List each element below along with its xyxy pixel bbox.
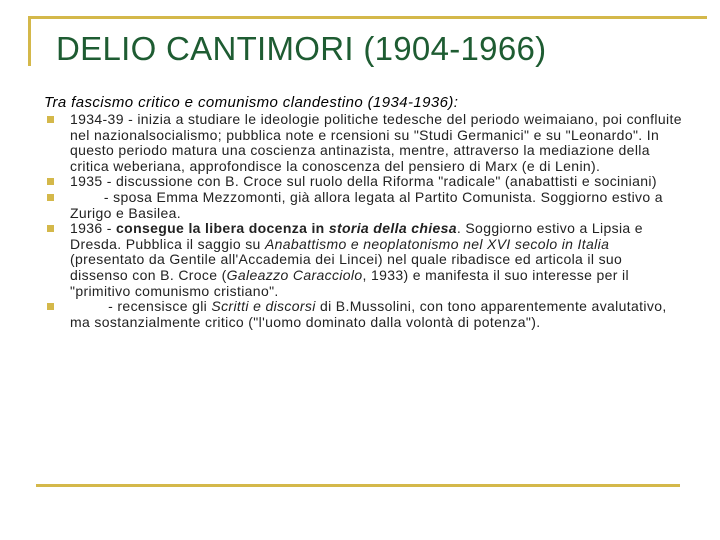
slide-subtitle: Tra fascismo critico e comunismo clandestino (1934-1936):: [44, 94, 459, 111]
italic-book-title: Galeazzo Caracciolo: [226, 266, 363, 283]
bullet-text-part: . Soggiorno estivo a Lipsia e Dresda. Pubblica il saggio su: [70, 220, 643, 252]
bullet-item: [44, 190, 684, 221]
bullet-text-part: , 1933) e manifesta il suo interesse per il "primitivo comunismo cristiano".: [70, 266, 629, 299]
square-bullet-icon: [47, 178, 54, 185]
bullet-list: [44, 112, 684, 330]
bullet-item: [44, 112, 684, 174]
bullet-text-part: - recensisce gli: [70, 298, 212, 315]
frame-bottom-line: [36, 484, 680, 487]
square-bullet-icon: [47, 116, 54, 123]
bullet-item: [44, 174, 684, 190]
bullet-text: - sposa Emma Mezzomonti, già allora legata al Partito Comunista. Soggiorno estivo a Zurigo e Basilea.: [70, 188, 668, 221]
italic-book-title: Anabattismo e neoplatonismo nel XVI secolo in Italia: [264, 235, 610, 252]
bullet-text-part: (presentato da Gentile all'Accademia dei Lincei) nel quale ribadisce ed articola il suo dissenso con B. Croce (: [70, 251, 623, 283]
bullet-text: 1934-39 - inizia a studiare le ideologie politiche tedesche del periodo weimaiano, poi confluite nel nazionalsocialismo; pubblica note e rcensioni su "Studi Germanici" e su "Leonardo". In questo periodo matura una coscienza antinazista, mentre, attraverso la mediazione della critica weberiana, approfondisce la conoscenza del pensiero di Marx (e di Lenin).: [70, 111, 682, 174]
italic-book-title: Scritti e discorsi: [211, 298, 316, 315]
square-bullet-icon: [47, 194, 54, 201]
square-bullet-icon: [47, 225, 54, 232]
bold-phrase: consegue la libera docenza in: [116, 220, 329, 237]
frame-left-line: [28, 16, 31, 66]
square-bullet-icon: [47, 303, 54, 310]
frame-top-line: [28, 16, 707, 19]
bullet-item: [44, 299, 684, 330]
bullet-text: 1935 - discussione con B. Croce sul ruolo della Riforma "radicale" (anabattisti e sociniani): [70, 173, 657, 190]
bold-italic-phrase: storia della chiesa: [328, 220, 457, 237]
bullet-item: [44, 221, 684, 299]
slide-title: DELIO CANTIMORI (1904-1966): [56, 30, 547, 67]
bullet-text-part: 1936 -: [70, 220, 117, 237]
bullet-text-part: di B.Mussolini, con tono apparentemente avalutativo, ma sostanzialmente critico ("l'uomo dominato dalla volontà di potenza").: [70, 298, 667, 330]
